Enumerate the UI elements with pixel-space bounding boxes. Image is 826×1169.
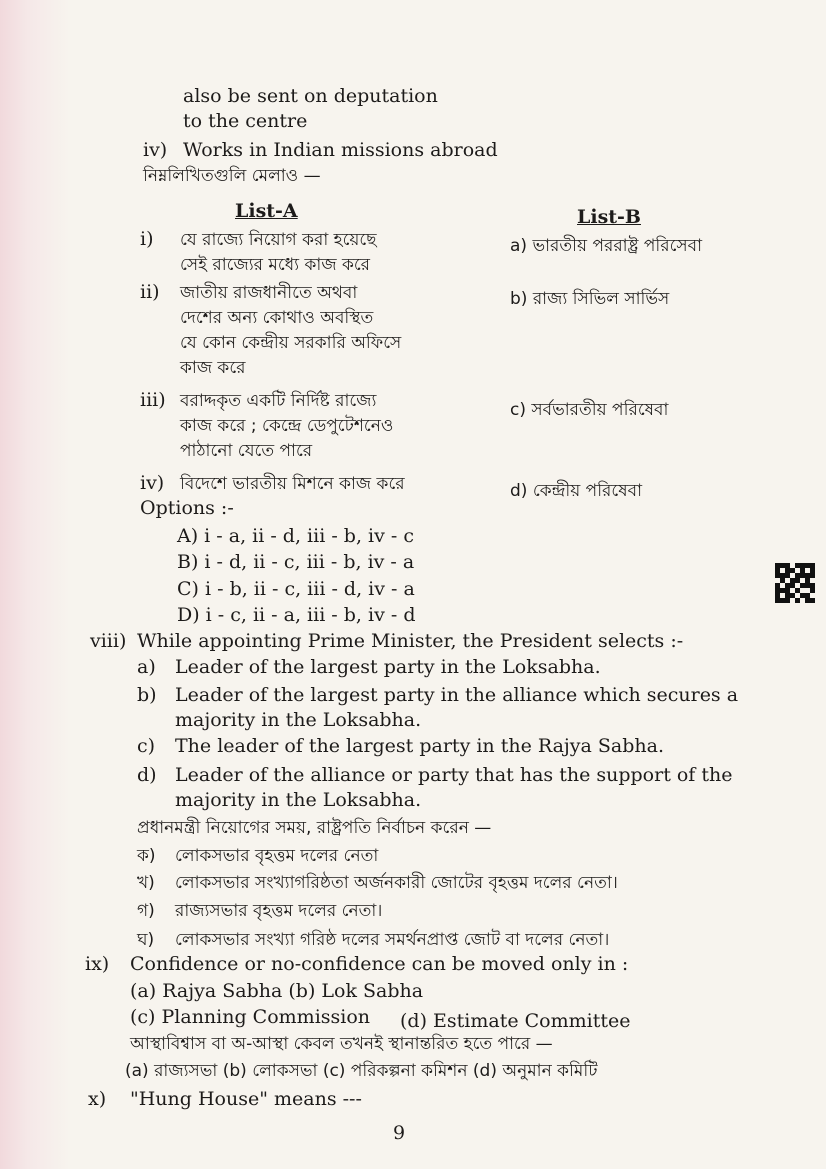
list-a-item-line: কাজ করে ; কেন্দ্রে ডেপুটেশনেও — [180, 416, 394, 436]
answer-option-label: d) — [137, 764, 157, 786]
answer-option-text: লোকসভার সংখ্যা গরিষ্ঠ দলের সমর্থনপ্রাপ্ত জোট বা দলের নেতা। — [175, 930, 610, 950]
answer-option-label: ক) — [137, 846, 156, 866]
answer-option-text: Leader of the largest party in the Loksabha. — [175, 656, 601, 678]
list-a-item-line: দেশের অন্য কোথাও অবস্থিত — [180, 308, 374, 328]
option-iv-number: iv) — [143, 139, 168, 161]
answer-option-text: (c) Planning Commission — [130, 1006, 371, 1028]
list-b-item: a) ভারতীয় পররাষ্ট্র পরিসেবা — [510, 236, 703, 256]
list-a-item-line: বরাদ্দকৃত একটি নির্দিষ্ট রাজ্যে — [180, 391, 377, 411]
question-text: While appointing Prime Minister, the President selects :- — [137, 630, 684, 652]
list-a-item-line: কাজ করে — [180, 358, 246, 378]
answer-option-label: a) — [137, 656, 156, 678]
list-a-item-number: iv) — [140, 472, 165, 494]
answer-option-text: লোকসভার সংখ্যাগরিষ্ঠতা অর্জনকারী জোটের বৃহত্তম দলের নেতা। — [175, 873, 618, 893]
list-a-item-line: জাতীয় রাজধানীতে অথবা — [180, 283, 358, 303]
answer-option-text: majority in the Loksabha. — [175, 709, 422, 731]
question-number: ix) — [85, 953, 110, 975]
question-text: "Hung House" means --- — [130, 1088, 362, 1110]
list-a-item-number: iii) — [140, 389, 166, 411]
answer-options-line: (a) রাজ্যসভা (b) লোকসভা (c) পরিকল্পনা কমিশন (d) অনুমান কমিটি — [125, 1061, 598, 1081]
answer-option-label: খ) — [137, 873, 155, 893]
list-a-heading: List-A — [235, 200, 298, 222]
list-b-item: b) রাজ্য সিভিল সার্ভিস — [510, 289, 670, 309]
answer-option-label: গ) — [137, 901, 155, 921]
list-a-item-number: i) — [140, 228, 154, 250]
option-iv-text: Works in Indian missions abroad — [183, 139, 498, 161]
match-instruction: নিম্নলিখিতগুলি মেলাও — — [143, 166, 321, 186]
page-number: 9 — [393, 1122, 406, 1144]
answer-option-text: Leader of the largest party in the alliance which secures a — [175, 684, 739, 706]
list-b-heading: List-B — [577, 206, 641, 228]
question-number: x) — [88, 1088, 107, 1110]
answer-option-text: লোকসভার বৃহত্তম দলের নেতা — [175, 846, 379, 866]
qr-code-icon — [775, 563, 815, 603]
list-a-item-line: বিদেশে ভারতীয় মিশনে কাজ করে — [180, 474, 405, 494]
answer-option-label: c) — [137, 735, 156, 757]
answer-option-label: ঘ) — [137, 930, 155, 950]
question-text-bengali: প্রধানমন্ত্রী নিয়োগের সময়, রাষ্ট্রপতি নির্বাচন করেন — — [137, 818, 492, 838]
question-text-bengali: আস্থাবিশ্বাস বা অ-আস্থা কেবল তখনই স্থানান্তরিত হতে পারে — — [130, 1034, 553, 1054]
list-a-item-number: ii) — [140, 281, 160, 303]
answer-option-text: The leader of the largest party in the Rajya Sabha. — [175, 735, 665, 757]
answer-option-text: রাজ্যসভার বৃহত্তম দলের নেতা। — [175, 901, 383, 921]
options-label: Options :- — [140, 497, 234, 519]
list-a-item-line: সেই রাজ্যের মধ্যে কাজ করে — [180, 255, 371, 275]
page-edge-shading — [0, 0, 70, 1169]
answer-option: B) i - d, ii - c, iii - b, iv - a — [177, 551, 415, 573]
list-b-item: d) কেন্দ্রীয় পরিষেবা — [510, 481, 642, 501]
answer-option: D) i - c, ii - a, iii - b, iv - d — [177, 604, 416, 626]
answer-option-text: majority in the Loksabha. — [175, 789, 422, 811]
question-number: viii) — [90, 630, 127, 652]
list-a-item-line: পাঠানো যেতে পারে — [180, 441, 313, 461]
answer-option-text: (d) Estimate Committee — [400, 1010, 631, 1032]
list-a-item-line: যে রাজ্যে নিয়োগ করা হয়েছে — [180, 230, 377, 250]
answer-option: C) i - b, ii - c, iii - d, iv - a — [177, 578, 415, 600]
continuation-line-1: also be sent on deputation — [183, 85, 438, 107]
list-a-item-line: যে কোন কেন্দ্রীয় সরকারি অফিসে — [180, 333, 402, 353]
continuation-line-2: to the centre — [183, 110, 308, 132]
answer-option-text: Leader of the alliance or party that has the support of the — [175, 764, 733, 786]
list-b-item: c) সর্বভারতীয় পরিষেবা — [510, 400, 669, 420]
answer-option-label: b) — [137, 684, 157, 706]
question-text: Confidence or no-confidence can be moved only in : — [130, 953, 629, 975]
answer-option: A) i - a, ii - d, iii - b, iv - c — [177, 525, 414, 547]
answer-options-line: (a) Rajya Sabha (b) Lok Sabha — [130, 980, 424, 1002]
